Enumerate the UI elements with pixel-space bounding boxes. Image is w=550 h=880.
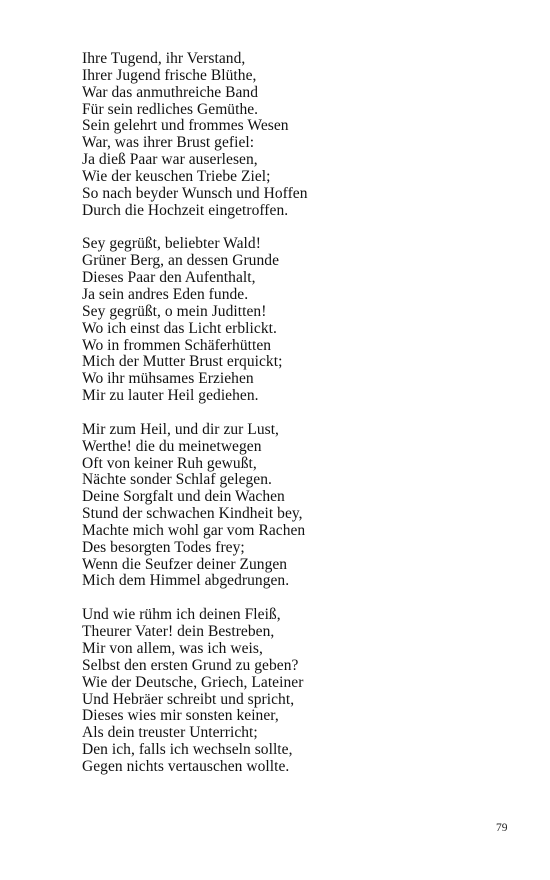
poem-line: Als dein treuster Unterricht;: [82, 724, 258, 742]
poem-line: So nach beyder Wunsch und Hoffen: [82, 184, 308, 202]
poem-line: Dieses Paar den Aufenthalt,: [82, 269, 256, 287]
poem-line: Sein gelehrt und frommes Wesen: [82, 117, 289, 135]
poem-line: Oft von keiner Ruh gewußt,: [82, 454, 257, 472]
poem-line: Für sein redliches Gemüthe.: [82, 100, 259, 118]
poem-line: Selbst den ersten Grund zu geben?: [82, 656, 299, 674]
poem-line: Wie der Deutsche, Griech, Lateiner: [82, 673, 304, 691]
poem-line: Ihre Tugend, ihr Verstand,: [82, 50, 246, 67]
poem-line: War das anmuthreiche Band: [82, 83, 259, 101]
poem-line: Ihrer Jugend frische Blüthe,: [82, 66, 257, 84]
poem-line: Und wie rühm ich deinen Fleiß,: [82, 606, 281, 624]
poem-line: Mir zum Heil, und dir zur Lust,: [82, 420, 279, 438]
poem-line: Mich dem Himmel abgedrungen.: [82, 572, 290, 590]
poem-line: Deine Sorgfalt und dein Wachen: [82, 488, 285, 506]
poem-body: [82, 51, 502, 793]
poem-line: Nächte sonder Schlaf gelegen.: [82, 471, 272, 489]
page-number: 79: [496, 822, 508, 834]
poem-line: Sey gegrüßt, o mein Juditten!: [82, 302, 267, 320]
poem-line: Mich der Mutter Brust erquickt;: [82, 353, 283, 371]
poem-line: Stund der schwachen Kindheit bey,: [82, 505, 303, 523]
poem-line: Ja sein andres Eden funde.: [82, 285, 249, 303]
poem-line: Den ich, falls ich wechseln sollte,: [82, 741, 293, 759]
poem-line: Dieses wies mir sonsten keiner,: [82, 707, 279, 725]
stanza-3: [82, 422, 502, 590]
poem-line: Wenn die Seufzer deiner Zungen: [82, 555, 288, 573]
poem-line: Gegen nichts vertauschen wollte.: [82, 757, 290, 775]
poem-line: Wie der keuschen Triebe Ziel;: [82, 167, 271, 185]
stanza-4: [82, 607, 502, 775]
poem-line: Ja dieß Paar war auserlesen,: [82, 151, 258, 169]
poem-line: Mir von allem, was ich weis,: [82, 640, 263, 657]
poem-line: Wo ich einst das Licht erblickt.: [82, 319, 277, 337]
poem-line: War, was ihrer Brust gefiel:: [82, 134, 255, 152]
stanza-1: [82, 51, 502, 219]
poem-line: Wo ihr mühsames Erziehen: [82, 370, 254, 388]
stanza-2: [82, 236, 502, 404]
poem-line: Wo in frommen Schäferhütten: [82, 336, 272, 354]
poem-line: Des besorgten Todes frey;: [82, 538, 245, 556]
poem-line: Durch die Hochzeit eingetroffen.: [82, 201, 289, 219]
poem-line: Machte mich wohl gar vom Rachen: [82, 521, 306, 539]
poem-line: Und Hebräer schreibt und spricht,: [82, 690, 295, 708]
poem-line: Mir zu lauter Heil gediehen.: [82, 387, 259, 405]
poem-line: Sey gegrüßt, beliebter Wald!: [82, 235, 261, 253]
poem-line: Theurer Vater! dein Bestreben,: [82, 623, 275, 641]
poem-line: Werthe! die du meinetwegen: [82, 437, 262, 455]
poem-line: Grüner Berg, an dessen Grunde: [82, 252, 280, 270]
